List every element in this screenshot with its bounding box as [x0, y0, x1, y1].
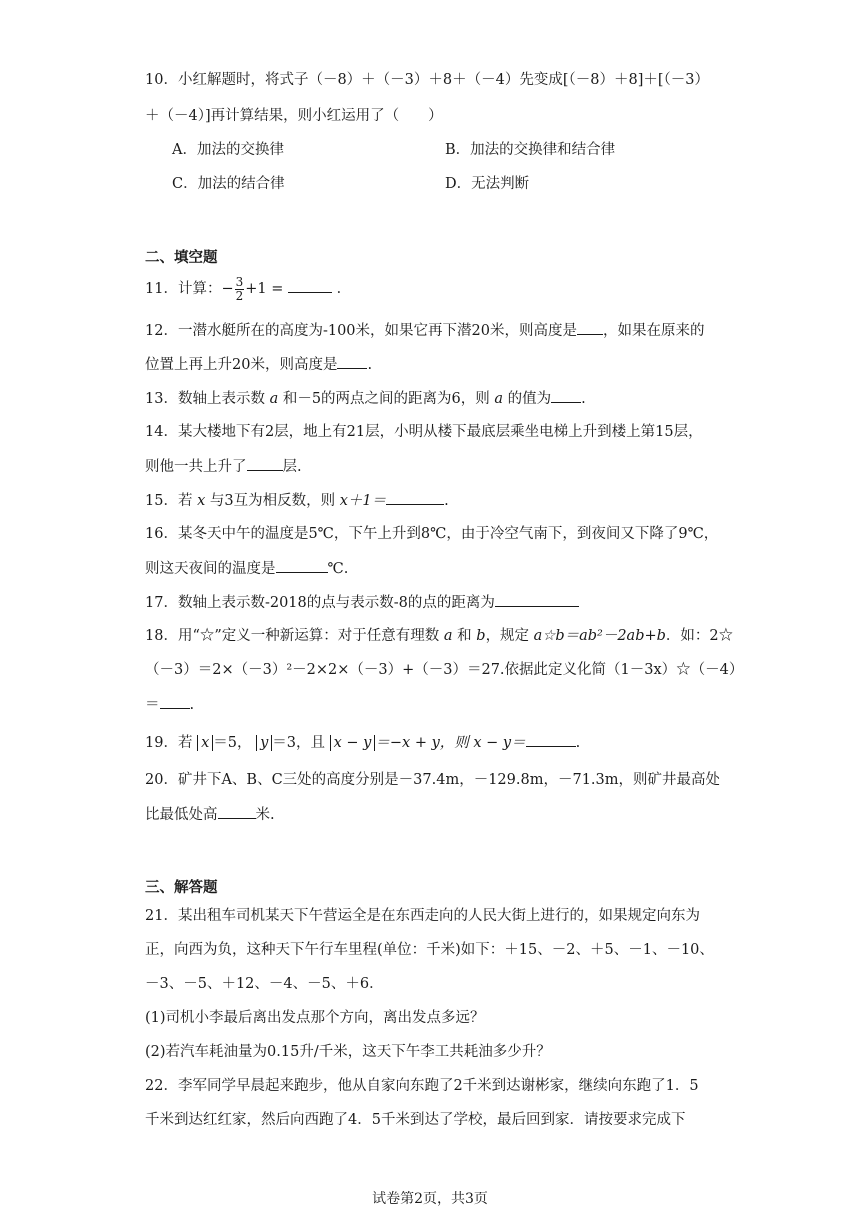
q19 — [145, 732, 580, 753]
q13 — [145, 388, 586, 409]
q17 — [145, 592, 579, 613]
q12-blank-2 — [337, 354, 367, 369]
q21-line3: －3、－5、＋12、－4、－5、＋6． — [145, 976, 384, 992]
q18-text-b: ，规定 — [485, 628, 530, 644]
q12-blank-1 — [577, 320, 603, 335]
section-fill-blank-title: 二、填空题 — [145, 249, 218, 266]
section-answer-title: 三、解答题 — [145, 879, 218, 896]
q20-line1: 20．矿井下A、B、C三处的高度分别是－37.4m，－129.8m，－71.3m，则矿井最高处 — [145, 772, 720, 788]
q18-blank — [160, 694, 190, 709]
q18-var-a: a — [443, 628, 453, 644]
q19-text-b: ＝5， — [213, 735, 252, 751]
q21-line1: 21．某出租车司机某天下午营运全是在东西走向的人民大街上进行的，如果规定向东为 — [145, 908, 700, 924]
q16-line2 — [145, 558, 348, 579]
q19-text-f: . — [575, 735, 581, 751]
q22-line1: 22．李军同学早晨起来跑步，他从自家向东跑了2千米到达谢彬家，继续向东跑了1．5 — [145, 1078, 699, 1094]
q14-line2 — [145, 456, 302, 477]
q13-text-a: 13．数轴上表示数 — [145, 391, 265, 407]
q12-text-c: 位置上再上升20米，则高度是 — [145, 357, 338, 373]
q13-text-c: 的值为 — [507, 391, 552, 407]
q14-blank — [247, 456, 283, 471]
q16-blank — [276, 558, 328, 573]
q19-text-d: ＝−x + y，则 — [375, 735, 469, 751]
q10-option-d: D．无法判断 — [445, 176, 530, 192]
q17-text: 17．数轴上表示数-2018的点与表示数-8的点的距离为 — [145, 595, 495, 611]
q19-abs-x: x — [197, 735, 213, 751]
q21-sub2: (2)若汽车耗油量为0.15升/千米，这天下午李工共耗油多少升？ — [145, 1044, 551, 1060]
q19-expression: x − y＝ — [473, 735, 526, 751]
q20-text-a: 比最低处高 — [145, 807, 218, 823]
q12-text-a: 12．一潜水艇所在的高度为-100米，如果它再下潜20米，则高度是 — [145, 323, 577, 339]
q12-line2 — [145, 354, 372, 375]
page-footer: 试卷第2页，共3页 — [372, 1191, 488, 1207]
q15-var-x: x — [197, 493, 206, 509]
q10-line1: 10．小红解题时，将式子（－8）＋（－3）＋8＋（－4）先变成[（－8）＋8]＋[（－3） — [145, 72, 709, 88]
q14-text-a: 则他一共上升了 — [145, 459, 247, 475]
q15-blank — [386, 490, 444, 505]
q10-option-c: C．加法的结合律 — [172, 176, 285, 192]
q12-text-d: . — [367, 357, 373, 373]
q10-option-b: B．加法的交换律和结合律 — [445, 142, 616, 158]
q11 — [145, 274, 351, 304]
q13-var-a1: a — [269, 391, 279, 407]
q14-line1: 14．某大楼地下有2层，地上有21层，小明从楼下最底层乘坐电梯上升到楼上第15层， — [145, 424, 703, 440]
q18-and: 和 — [457, 628, 472, 644]
q19-abs-y: y — [256, 735, 272, 751]
q11-blank — [288, 278, 332, 293]
q11-prefix: 11．计算： — [145, 281, 222, 297]
q20-line2 — [145, 804, 275, 825]
q15-expression: x＋1＝ — [339, 493, 387, 509]
q12-text-b: ，如果在原来的 — [602, 323, 705, 339]
q16-text-a: 则这天夜间的温度是 — [145, 561, 276, 577]
q10-line2: ＋（－4）]再计算结果，则小红运用了（ ） — [145, 108, 443, 124]
q12-line1 — [145, 320, 704, 341]
q15-text-a: 15．若 — [145, 493, 193, 509]
q13-blank — [551, 388, 581, 403]
q18-line1 — [145, 626, 733, 646]
q20-text-b: 米. — [255, 807, 275, 823]
q18-formula: a☆b＝ab²－2ab+b — [533, 628, 666, 644]
q10-option-a: A．加法的交换律 — [172, 142, 284, 158]
q13-text-b: 和－5的两点之间的距离为6，则 — [282, 391, 490, 407]
q11-denominator: 2 — [235, 288, 244, 303]
q11-rest: +1 = — [245, 281, 284, 297]
q15-text-c: . — [444, 493, 449, 509]
q20-blank — [218, 804, 256, 819]
q18-text-d: ＝ — [145, 697, 160, 713]
q11-fraction — [235, 276, 245, 303]
q14-text-b: 层. — [282, 459, 302, 475]
q11-end: ． — [336, 281, 352, 297]
q21-line2: 正，向西为负，这种天下午行车里程(单位：千米)如下：＋15、－2、＋5、－1、－10、 — [145, 942, 714, 958]
q17-blank — [495, 592, 579, 607]
q19-text-a: 19．若 — [145, 735, 193, 751]
q16-text-b: ℃. — [327, 561, 349, 577]
q18-text-a: 18．用“☆”定义一种新运算：对于任意有理数 — [145, 628, 440, 644]
q15-text-b: 与3互为相反数，则 — [209, 493, 336, 509]
q21-sub1: (1)司机小李最后离出发点那个方向，离出发点多远？ — [145, 1010, 485, 1026]
q18-var-b: b — [476, 628, 486, 644]
q18-text-c: ．如：2☆ — [665, 628, 734, 644]
q16-line1: 16．某冬天中午的温度是5℃，下午上升到8℃，由于冷空气南下，到夜间又下降了9℃， — [145, 526, 719, 542]
q19-blank — [526, 732, 576, 747]
q15 — [145, 490, 449, 511]
q18-line2: （－3）＝2×（－3）²－2×2×（－3）+（－3）＝27.依据此定义化简（1－3x）☆（－4） — [145, 662, 744, 678]
q13-text-d: . — [581, 391, 586, 407]
q18-line3 — [145, 694, 194, 715]
q11-numerator: 3 — [235, 274, 244, 289]
q11-minus: − — [221, 281, 234, 297]
q13-var-a2: a — [494, 391, 504, 407]
q18-text-e: . — [189, 697, 195, 713]
q19-text-c: ＝3，且 — [272, 735, 326, 751]
q19-abs-x-minus-y: x − y — [330, 735, 376, 751]
q22-line2: 千米到达红红家，然后向西跑了4．5千米到达了学校，最后回到家．请按要求完成下 — [145, 1112, 686, 1128]
